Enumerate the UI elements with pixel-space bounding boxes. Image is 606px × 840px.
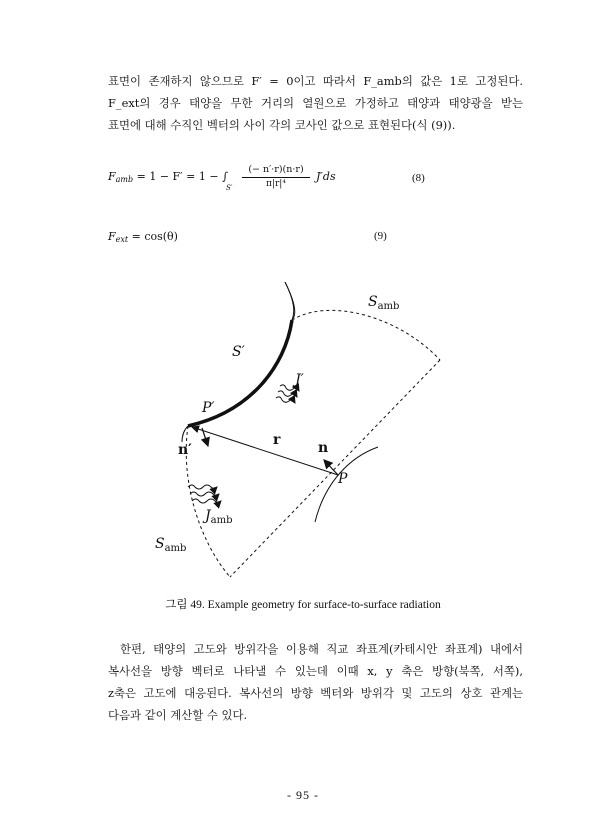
equation-8 xyxy=(108,164,408,200)
eq8-limit: S′ xyxy=(226,184,233,192)
intro-paragraph xyxy=(108,70,523,136)
eq8-denominator: π|r|⁴ xyxy=(266,179,286,189)
j-amb-radiation-arrows xyxy=(188,485,221,503)
second-paragraph xyxy=(108,638,523,726)
figure-caption: 그림 49. Example geometry for surface-to-surface radiation xyxy=(165,599,441,611)
equation-9-number: (9) xyxy=(374,230,387,242)
label-s-amb-bottom: $S_{amb}$ xyxy=(155,536,187,554)
label-s-prime: S′ xyxy=(232,344,245,360)
eq9-rhs: = cos(θ) xyxy=(128,230,178,243)
label-r: r xyxy=(273,432,281,448)
label-s-amb-top: $S_{amb}$ xyxy=(368,294,400,312)
eq8-mid: = 1 − F′ = 1 − ∫ xyxy=(133,170,228,183)
second-line-1: 한편, 태양의 고도와 방위각을 이용해 직교 좌표계(카테시안 좌표계) 내에서 xyxy=(120,642,523,656)
figure-svg xyxy=(140,282,460,592)
eq9-lhs: F xyxy=(108,230,116,243)
radiation-geometry-figure xyxy=(140,282,460,592)
label-j-amb: $J_{amb}$ xyxy=(205,508,233,526)
page-number: - 95 - xyxy=(287,788,319,802)
eq8-lhs-sub: amb xyxy=(115,175,134,184)
eq8-lhs: F xyxy=(108,170,116,183)
intro-line-3: 표면에 대해 수직인 벡터의 사이 각의 코사인 값으로 표현된다(식 (9)). xyxy=(108,118,456,132)
label-n-prime: n′ xyxy=(178,442,192,458)
intro-line-1: 표면이 존재하지 않으므로 F′ = 0이고 따라서 F_amb의 값은 1로 고정된다. xyxy=(108,74,523,88)
eq8-numerator: (− n′·r)(n·r) xyxy=(248,164,304,175)
label-p-prime: P′ xyxy=(202,400,215,416)
ambient-dashed-left xyxy=(186,426,233,577)
label-j-prime: J′ xyxy=(295,372,304,388)
ambient-dashed-top xyxy=(292,310,440,360)
equation-8-number: (8) xyxy=(412,172,425,184)
intro-line-2: F_ext의 경우 태양을 무한 거리의 열원으로 가정하고 태양과 태양광을 받는 xyxy=(108,96,523,110)
ambient-dashed-right xyxy=(230,360,440,577)
r-vector xyxy=(192,427,338,475)
eq9-lhs-sub: ext xyxy=(115,235,129,244)
eq8-fraction-bar xyxy=(242,177,310,178)
n-prime-normal-vector xyxy=(202,428,208,446)
eq8-tail: J′ds xyxy=(316,170,336,183)
surface-arc-outer xyxy=(285,282,294,320)
label-p: P xyxy=(338,471,348,487)
second-line-3: z축은 고도에 대응된다. 복사선의 방향 벡터와 방위각 및 고도의 상호 관계는 xyxy=(108,686,523,700)
equation-9 xyxy=(108,230,178,244)
second-line-4: 다음과 같이 계산할 수 있다. xyxy=(108,708,248,722)
second-line-2: 복사선을 방향 벡터로 나타낼 수 있는데 이때 x, y 축은 방향(북쪽, 서쪽), xyxy=(108,664,523,678)
label-n: n xyxy=(318,440,329,456)
